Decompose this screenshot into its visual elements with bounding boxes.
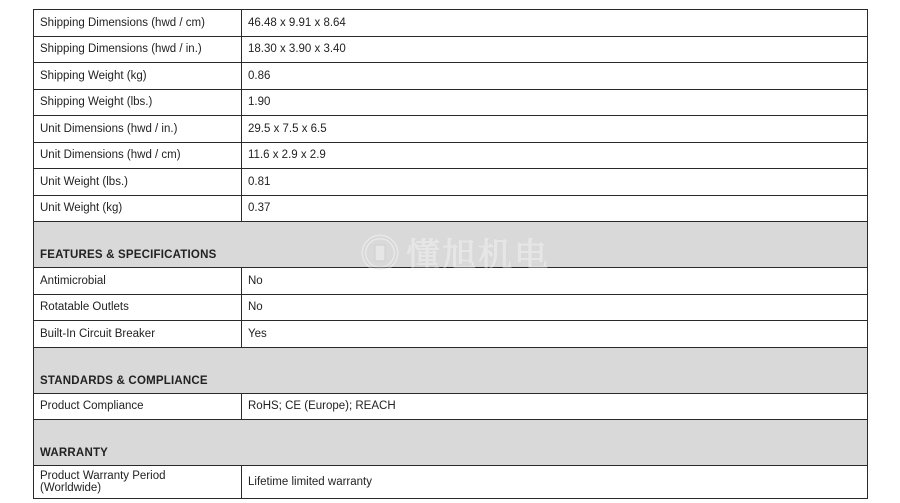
spec-label: Unit Weight (kg) xyxy=(34,195,242,222)
spec-label: Built-In Circuit Breaker xyxy=(34,321,242,348)
table-row xyxy=(34,294,868,321)
spec-value: 0.37 xyxy=(242,195,868,222)
table-row xyxy=(34,393,868,420)
spec-label: Shipping Dimensions (hwd / cm) xyxy=(34,10,242,37)
table-row xyxy=(34,466,868,499)
spec-label: Shipping Weight (lbs.) xyxy=(34,89,242,116)
spec-label: Product Compliance xyxy=(34,393,242,420)
spec-label: Unit Dimensions (hwd / in.) xyxy=(34,116,242,143)
spec-value: 0.86 xyxy=(242,63,868,90)
section-heading: WARRANTY xyxy=(34,420,868,466)
spec-value: No xyxy=(242,294,868,321)
spec-label: Unit Weight (lbs.) xyxy=(34,169,242,196)
spec-value: RoHS; CE (Europe); REACH xyxy=(242,393,868,420)
spec-value: 11.6 x 2.9 x 2.9 xyxy=(242,142,868,169)
section-header-features xyxy=(34,222,868,268)
section-heading: STANDARDS & COMPLIANCE xyxy=(34,347,868,393)
table-row xyxy=(34,63,868,90)
spec-value: Lifetime limited warranty xyxy=(242,466,868,499)
table-row xyxy=(34,116,868,143)
table-row xyxy=(34,268,868,295)
spec-label: Unit Dimensions (hwd / cm) xyxy=(34,142,242,169)
section-heading: FEATURES & SPECIFICATIONS xyxy=(34,222,868,268)
table-row xyxy=(34,142,868,169)
spec-label: Rotatable Outlets xyxy=(34,294,242,321)
spec-value: Yes xyxy=(242,321,868,348)
spec-value: No xyxy=(242,268,868,295)
table-row xyxy=(34,10,868,37)
spec-label-line: (Worldwide) xyxy=(40,482,102,494)
table-row xyxy=(34,36,868,63)
spec-label-line: Product Warranty Period xyxy=(40,470,166,482)
spec-table xyxy=(33,9,868,499)
table-row xyxy=(34,89,868,116)
spec-label: Shipping Dimensions (hwd / in.) xyxy=(34,36,242,63)
spec-value: 0.81 xyxy=(242,169,868,196)
spec-label: Antimicrobial xyxy=(34,268,242,295)
spec-label: Shipping Weight (kg) xyxy=(34,63,242,90)
watermark-text: 懂旭机电 xyxy=(406,236,550,276)
spec-value: 18.30 x 3.90 x 3.40 xyxy=(242,36,868,63)
table-row xyxy=(34,195,868,222)
spec-value: 29.5 x 7.5 x 6.5 xyxy=(242,116,868,143)
table-row xyxy=(34,169,868,196)
section-header-standards xyxy=(34,347,868,393)
spec-label xyxy=(34,466,242,499)
spec-value: 46.48 x 9.91 x 8.64 xyxy=(242,10,868,37)
spec-value: 1.90 xyxy=(242,89,868,116)
section-header-warranty xyxy=(34,420,868,466)
table-row xyxy=(34,321,868,348)
